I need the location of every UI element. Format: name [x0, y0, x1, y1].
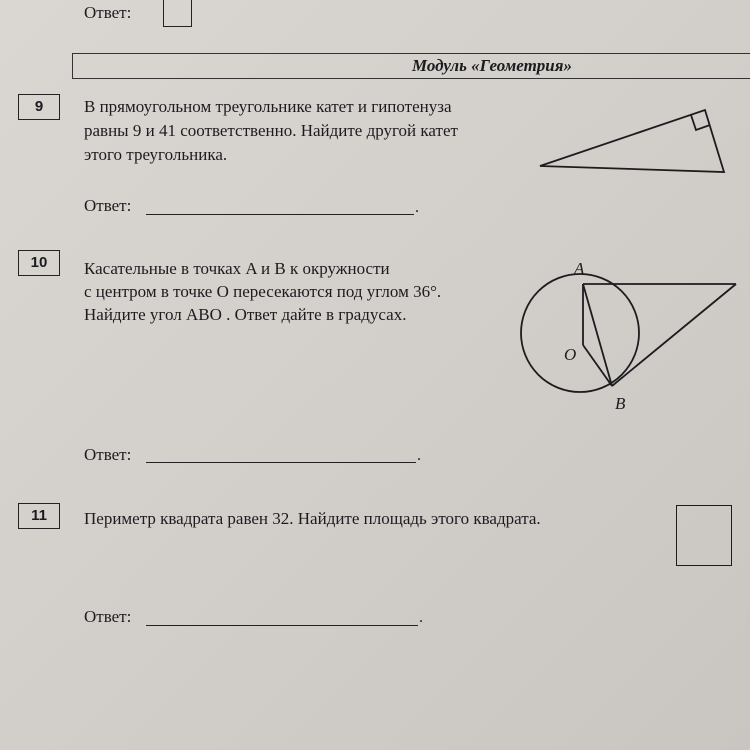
module-title: Модуль «Геометрия» [411, 56, 573, 75]
chord-ab [583, 284, 612, 386]
problem-10-answer-label: Ответ: [84, 445, 132, 464]
top-answer-label: Ответ: [84, 3, 132, 22]
label-b: B [615, 394, 626, 413]
problem-9-line-1: В прямоугольном треугольнике катет и гипотенуза [84, 97, 452, 116]
problem-9-answer-label: Ответ: [84, 196, 132, 215]
problem-11-answer-field[interactable] [146, 625, 418, 626]
label-a: A [574, 259, 585, 278]
problem-9-number: 9 [18, 94, 60, 120]
problem-10-line-1: Касательные в точках A и B к окружности [84, 259, 390, 278]
problem-10-answer-dot: . [417, 447, 421, 464]
problem-10-line-3: Найдите угол ABO . Ответ дайте в градусах. [84, 305, 407, 324]
label-o: O [564, 345, 577, 364]
problem-10-answer-field[interactable] [146, 462, 416, 463]
problem-10-number: 10 [18, 250, 60, 276]
radius-ob [583, 345, 612, 386]
problem-11-answer-box[interactable] [676, 505, 732, 566]
circle [521, 274, 639, 392]
problem-10-line-2: с центром в точке O пересекаются под углом 36°. [84, 282, 442, 301]
tangent-at-b [612, 284, 736, 386]
problem-11-number: 11 [18, 503, 60, 529]
problem-11-answer-dot: . [419, 609, 423, 626]
problem-9-line-3: этого треугольника. [84, 145, 228, 164]
problem-9-line-2: равны 9 и 41 соответственно. Найдите другой катет [84, 121, 458, 140]
problem-11-answer-label: Ответ: [84, 607, 132, 626]
problem-9-answer-dot: . [415, 199, 419, 216]
problem-11-line-1: Периметр квадрата равен 32. Найдите площадь этого квадрата. [84, 509, 541, 528]
